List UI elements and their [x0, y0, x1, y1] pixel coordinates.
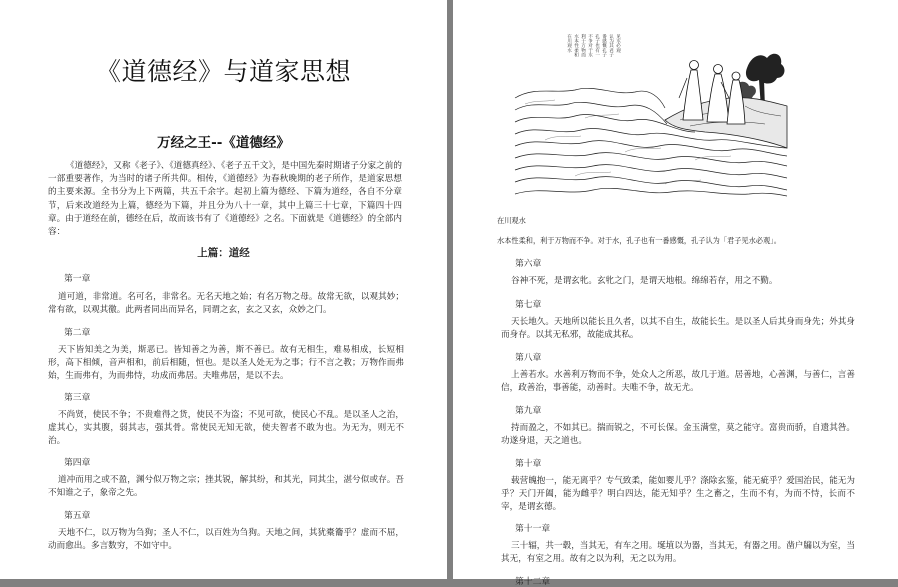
chapter-heading: 第十章	[515, 459, 542, 469]
chapter-text: 道冲而用之或不盈，渊兮似万物之宗；挫其锐，解其纷，和其光，同其尘，湛兮似或存。吾不知谁之子，象帝之先。	[48, 475, 404, 499]
ink-illustration	[515, 28, 787, 196]
document-page-left	[0, 0, 447, 579]
chapter-text: 三十辐，共一毂，当其无，有车之用。埏埴以为器，当其无，有器之用。凿户牖以为室，当其无，有室之用。故有之以为利，无之以为用。	[501, 541, 855, 565]
chapter-text: 道可道，非常道。名可名，非常名。无名天地之始；有名万物之母。故常无欲，以观其妙；常有欲，以观其徼。此两者同出而异名，同谓之玄，玄之又玄，众妙之门。	[48, 292, 404, 316]
chapter-heading: 第九章	[515, 406, 542, 416]
chapter-text: 天下皆知美之为美，斯恶已。皆知善之为善，斯不善已。故有无相生，难易相成，长短相形，高下相倾，音声相和，前后相随，恒也。是以圣人处无为之事；行不言之教；万物作而弗始，生而弗有，为而弗恃，功成而弗居。夫唯弗居，是以不去。	[48, 345, 404, 382]
chapter-heading: 第二章	[64, 328, 91, 338]
illustration-caption: 在川观水	[497, 216, 526, 225]
chapter-heading: 第五章	[64, 511, 91, 521]
chapter-text: 上善若水。水善利万物而不争，处众人之所恶，故几于道。居善地，心善渊，与善仁，言善信，政善治，事善能，动善时。夫唯不争，故无尤。	[501, 370, 855, 394]
chapter-heading: 第一章	[64, 274, 91, 284]
chapter-heading: 第八章	[515, 353, 542, 363]
document-page-right	[453, 0, 898, 587]
inscription-column: 认为其君子	[608, 34, 614, 57]
inscription-column: 水本性柔和	[573, 34, 579, 57]
chapter-heading: 第十二章	[515, 577, 551, 587]
chapter-heading: 第三章	[64, 393, 91, 403]
chapter-text: 天长地久。天地所以能长且久者，以其不自生，故能长生。是以圣人后其身而身先；外其身而身存。以其无私邪，故能成其私。	[501, 317, 855, 341]
part-title: 上篇：道经	[197, 247, 250, 259]
illustration-note: 水本性柔和，利于万物而不争。对于水，孔子也有一番感慨，孔子认为「君子见水必观」。	[497, 236, 781, 245]
document-title: 《道德经》与道家思想	[95, 57, 351, 86]
chapter-text: 天地不仁，以万物为刍狗；圣人不仁，以百姓为刍狗。天地之间，其犹橐籥乎？虚而不屈，动而愈出。多言数穷，不如守中。	[48, 528, 404, 552]
inscription-column: 在川观水	[566, 34, 572, 53]
chapter-text: 谷神不死，是谓玄牝。玄牝之门，是谓天地根。绵绵若存，用之不勤。	[511, 276, 778, 286]
inscription-column: 利于万物而	[580, 34, 586, 57]
chapter-text: 载营魄抱一，能无离乎？专气致柔，能如婴儿乎？涤除玄鉴，能无疵乎？爱国治民，能无为乎？天门开阖，能为雌乎？明白四达，能无知乎？生之畜之，生而不有，为而不恃，长而不宰，是谓玄德。	[501, 476, 855, 513]
chapter-heading: 第十一章	[515, 524, 551, 534]
inscription-column: 不争对于水	[587, 34, 593, 57]
inscription-column: 见水必观	[615, 34, 621, 53]
section-subtitle: 万经之王--《道德经》	[157, 135, 290, 151]
chapter-text: 不尚贤，使民不争；不贵难得之货，使民不为盗；不见可欲，使民心不乱。是以圣人之治，虚其心，实其腹，弱其志，强其骨。常使民无知无欲，使夫智者不敢为也。为无为，则无不治。	[48, 410, 404, 447]
inscription-column: 孔子也有一	[594, 34, 600, 57]
intro-paragraph: 《道德经》，又称《老子》、《道德真经》、《老子五千文》，是中国先秦时期诸子分家之前的一部重要著作，为当时的诸子所共仰。相传，《道德经》为春秋晚期的老子所作，是道家思想的主要来源。全书分为上下两篇，共五千余字。起初上篇为德经、下篇为道经，各自不分章节，后来改道经为上篇，德经为下篇，并且分为八十一章，其中上篇三十七章，下篇四十四章。由于道经在前，德经在后，故而该书有了《道德经》之名。下面就是《道德经》的全部内容：	[48, 161, 402, 238]
figures-group	[679, 61, 745, 125]
inscription-column: 番感慨孔子	[601, 34, 607, 57]
chapter-heading: 第四章	[64, 458, 91, 468]
chapter-text: 持而盈之，不如其已。揣而锐之，不可长保。金玉满堂，莫之能守。富贵而骄，自遗其咎。功遂身退，天之道也。	[501, 423, 855, 447]
chapter-heading: 第七章	[515, 300, 542, 310]
chapter-heading: 第六章	[515, 259, 542, 269]
